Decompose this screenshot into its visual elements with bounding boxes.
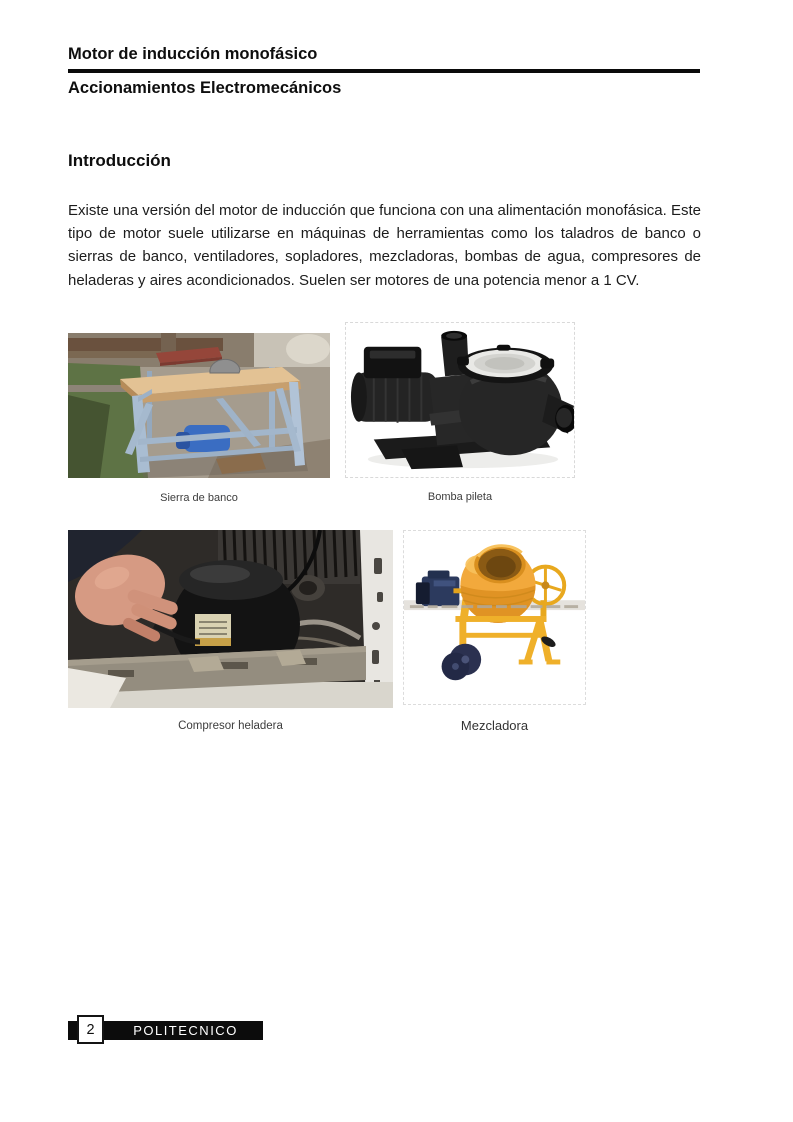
figure-caption-bench-saw: Sierra de banco (160, 492, 238, 504)
page-number: 2 (86, 1021, 95, 1038)
figure-pool-pump (345, 322, 575, 478)
pool-pump-photo (346, 323, 574, 477)
figure-caption-mixer: Mezcladora (460, 718, 529, 733)
figure-mixer (403, 530, 586, 705)
intro-paragraph: Existe una versión del motor de inducción que funciona con una alimentación monofásica. Este tipo de motor suele utilizarse en máquinas de herramientas como los taladros de banco o sierras de banco, ventiladores, sopladores, mezcladoras, bombas de agua, compresores de heladeras y aires acondicionados. Suelen ser motores de una potencia menor a 1 CV. (68, 202, 701, 289)
footer-institution: POLITECNICO (133, 1023, 238, 1038)
section-heading: Introducción (68, 151, 171, 170)
doc-subtitle: Accionamientos Electromecánicos (68, 79, 342, 97)
figure-caption-pool-pump: Bomba pileta (427, 491, 493, 503)
figure-caption-compressor: Compresor heladera (178, 720, 283, 732)
figure-compressor (68, 530, 393, 708)
doc-title: Motor de inducción monofásico (68, 45, 318, 63)
bench-saw-photo (68, 333, 330, 478)
figure-bench-saw (68, 333, 330, 478)
cement-mixer-photo (404, 531, 585, 704)
fridge-compressor-photo (68, 530, 393, 708)
page-number-box (77, 1015, 104, 1044)
header-rule (68, 69, 700, 73)
